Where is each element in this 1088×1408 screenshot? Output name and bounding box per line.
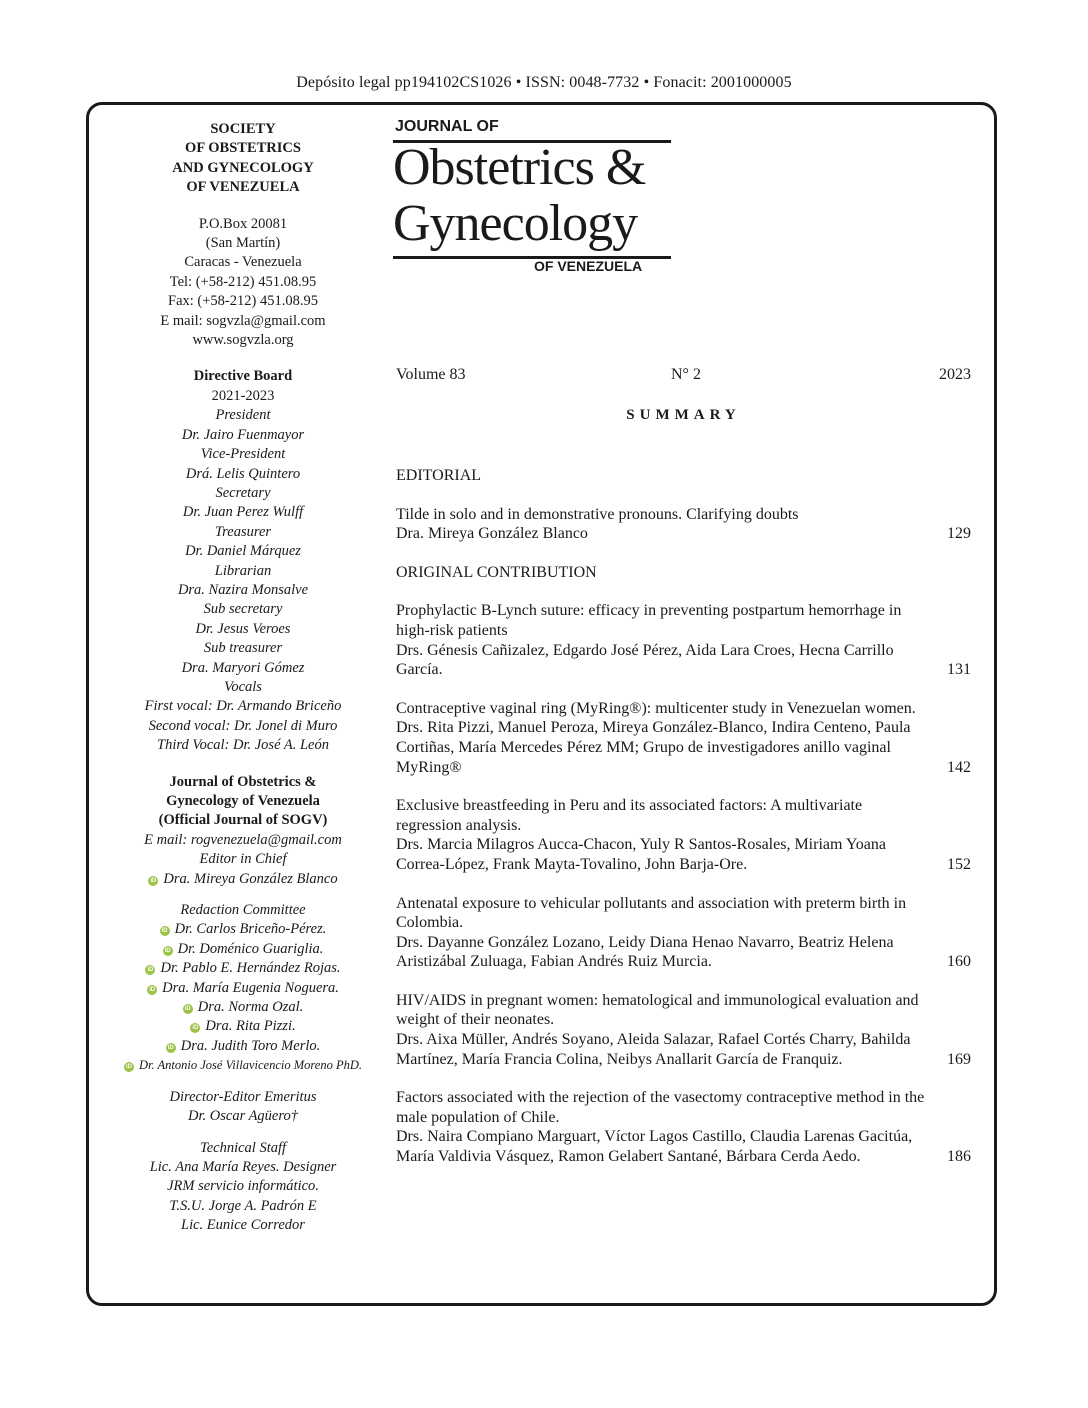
staff-label: Technical Staff	[199, 1139, 287, 1156]
committee-member: iD Dr. Antonio José Villavicencio Moreno PhD.	[126, 1058, 362, 1073]
committee-member: iD Dr. Carlos Briceño-Pérez.	[161, 921, 327, 938]
orcid-icon[interactable]: iD	[164, 947, 171, 954]
article-title[interactable]: Exclusive breastfeeding in Peru and its associated factors: A multivariate regression analysis.	[396, 797, 863, 834]
article-page: 152	[947, 855, 971, 873]
orcid-icon[interactable]: iD	[192, 1025, 199, 1032]
article-entry[interactable]	[396, 699, 971, 777]
section-original-contribution: ORIGINAL CONTRIBUTION	[396, 563, 597, 581]
article-authors: Drs. Dayanne González Lozano, Leidy Diana Henao Navarro, Beatriz Helena Aristizábal Zuluaga, Fabian Andrés Ruiz Murcia.	[396, 933, 894, 971]
article-authors: Drs. Aixa Müller, Andrés Soyano, Aleida Salazar, Rafael Cortés Charry, Bahilda Martínez, María Francia Colina, Neibys Anallarit García de Franquiz.	[396, 1031, 911, 1068]
article-title[interactable]: Contraceptive vaginal ring (MyRing®): multicenter study in Venezuelan women.	[396, 699, 916, 717]
article-authors: Drs. Rita Pizzi, Manuel Peroza, Mireya González-Blanco, Indira Centeno, Paula Cortiñas, María Mercedes Pérez MM; Grupo de investigadores anillo vaginal MyRing®	[396, 719, 911, 776]
board-title: Directive Board	[193, 368, 293, 385]
article-page: 129	[947, 525, 971, 543]
orcid-icon[interactable]: iD	[161, 928, 168, 935]
committee-member: iD Dr. Doménico Guariglia.	[164, 940, 324, 957]
orcid-icon[interactable]: iD	[147, 967, 154, 974]
issue-year: 2023	[939, 366, 971, 383]
article-entry[interactable]	[396, 601, 971, 679]
article-entry[interactable]	[396, 505, 971, 544]
orcid-icon[interactable]: iD	[184, 1006, 191, 1013]
article-authors: Drs. Génesis Cañizalez, Edgardo José Pérez, Aida Lara Croes, Hecna Carrillo García.	[396, 641, 894, 679]
article-page: 169	[947, 1050, 971, 1068]
article-page: 160	[947, 953, 971, 971]
article-authors: Drs. Marcia Milagros Aucca-Chacon, Yuly R Santos-Rosales, Miriam Yoana Correa-López, Frank Mayta-Tovalino, John Barja-Ore.	[396, 836, 886, 873]
journal-email[interactable]: E mail: rogvenezuela@gmail.com	[144, 831, 342, 848]
article-title[interactable]: Prophylactic B-Lynch suture: efficacy in preventing postpartum hemorrhage in high-risk patients	[396, 602, 902, 639]
orcid-icon[interactable]: iD	[150, 877, 157, 884]
committee-member: iD Dra. Judith Toro Merlo.	[167, 1037, 321, 1054]
article-entry[interactable]	[396, 1088, 971, 1166]
summary-title: SUMMARY	[626, 407, 741, 423]
society-website[interactable]: www.sogvzla.org	[192, 332, 294, 349]
emeritus-label: Director-Editor Emeritus	[169, 1088, 317, 1105]
section-editorial: EDITORIAL	[396, 467, 482, 484]
article-authors: Dra. Mireya González Blanco	[396, 525, 588, 543]
committee-label: Redaction Committee	[180, 902, 306, 919]
article-entry[interactable]	[396, 894, 971, 972]
left-column: SOCIETY OF OBSTETRICS AND GYNECOLOGY OF VENEZUELA P.O.Box 20081 (San Martín) Caracas - Venezuela Tel: (+58-212) 451.08.95 Fax: (+58-212) 451.08.95 E mail: sogvzla@gmail.com www.sogvzla.org Directive Board 2021-2023 President Dr. Jairo Fuenmayor Vice-President Drá. Lelis Quintero Secretary Dr. Juan Perez Wulff Treasurer Dr. Daniel Márquez Librarian Dra. Nazira Monsalve Sub secretary Dr. Jesus Veroes Sub treasurer Dra. Maryori Gómez Vocals First vocal: Dr. Armando Briceño Second vocal: Dr. Jonel di Muro Third Vocal: Dr. José A. León Journal of Obstetrics & Gynecology of Venezuela (Official Journal of SOGV) E mail: rogvenezuela@gmail.com Editor in Chief iD Dra. Mireya González Blanco Redaction Committee iD Dr. Carlos Briceño-Pérez. iD Dr. Doménico Guariglia. iD Dr. Pablo E. Hernández Rojas. iD Dra. María Eugenia Noguera. iD Dra. Norma Ozal. iD Dra. Rita Pizzi. iD Dra. Judith Toro Merlo. iD Dr. Antonio José Villavicencio Moreno PhD. Director-Editor Emeritus Dr. Oscar Agüero† Technical Staff Lic. Ana María Reyes. Designer JRM servicio informático. T.S.U. Jorge A. Padrón E Lic. Eunice Corredor	[98, 120, 388, 1236]
orcid-icon[interactable]: iD	[126, 1064, 132, 1071]
article-page: 131	[947, 661, 971, 679]
table-of-contents	[396, 466, 971, 1186]
article-page: 186	[947, 1148, 971, 1166]
board-years: 2021-2023	[211, 387, 275, 404]
society-email[interactable]: E mail: sogvzla@gmail.com	[160, 312, 326, 329]
deposit-legal-header: Depósito legal pp194102CS1026 • ISSN: 0048-7732 • Fonacit: 2001000005	[296, 74, 792, 91]
orcid-icon[interactable]: iD	[149, 986, 156, 993]
volume: Volume 83	[396, 366, 466, 383]
article-title[interactable]: Factors associated with the rejection of the vasectomy contraceptive method in the male population of Chile.	[396, 1089, 925, 1126]
society-address: P.O.Box 20081 (San Martín) Caracas - Venezuela Tel: (+58-212) 451.08.95 Fax: (+58-212) 451.08.95 E mail: sogvzla@gmail.com www.sogvzla.org	[98, 215, 388, 351]
emeritus-name: Dr. Oscar Agüero†	[188, 1108, 298, 1125]
article-entry[interactable]	[396, 991, 971, 1069]
editor-in-chief: iD Dra. Mireya González Blanco	[150, 870, 338, 887]
masthead-title: Obstetrics & Gynecology	[393, 139, 646, 252]
article-page: 142	[947, 758, 971, 776]
article-title[interactable]: Tilde in solo and in demonstrative pronouns. Clarifying doubts	[396, 505, 799, 523]
masthead-top: JOURNAL OF	[395, 118, 499, 135]
issue-number: N° 2	[671, 366, 701, 383]
committee-member: iD Dra. Rita Pizzi.	[192, 1018, 296, 1035]
article-title[interactable]: HIV/AIDS in pregnant women: hematological and immunological evaluation and weight of their neonates.	[396, 991, 919, 1029]
editor-label: Editor in Chief	[199, 851, 287, 868]
article-entry[interactable]	[396, 796, 971, 874]
masthead-bottom: OF VENEZUELA	[534, 258, 643, 274]
committee-member: iD Dr. Pablo E. Hernández Rojas.	[147, 960, 341, 977]
directive-board: Directive Board 2021-2023 President Dr. Jairo Fuenmayor Vice-President Drá. Lelis Quintero Secretary Dr. Juan Perez Wulff Treasurer Dr. Daniel Márquez Librarian Dra. Nazira Monsalve Sub secretary Dr. Jesus Veroes Sub treasurer Dra. Maryori Gómez Vocals First vocal: Dr. Armando Briceño Second vocal: Dr. Jonel di Muro Third Vocal: Dr. José A. León	[98, 367, 388, 755]
orcid-icon[interactable]: iD	[167, 1044, 174, 1051]
committee-member: iD Dra. María Eugenia Noguera.	[149, 979, 339, 996]
committee-member: iD Dra. Norma Ozal.	[184, 999, 304, 1016]
society-name: SOCIETY OF OBSTETRICS AND GYNECOLOGY OF VENEZUELA	[172, 121, 314, 196]
article-authors: Drs. Naira Compiano Marguart, Víctor Lagos Castillo, Claudia Larenas Gacitúa, María Valdivia Vásquez, Ramon Gelabert Santané, Bárbara Cerda Aedo.	[396, 1128, 913, 1166]
journal-name: Journal of Obstetrics & Gynecology of Venezuela (Official Journal of SOGV)	[158, 773, 328, 829]
article-title[interactable]: Antenatal exposure to vehicular pollutants and association with preterm birth in Colombia.	[396, 894, 907, 932]
